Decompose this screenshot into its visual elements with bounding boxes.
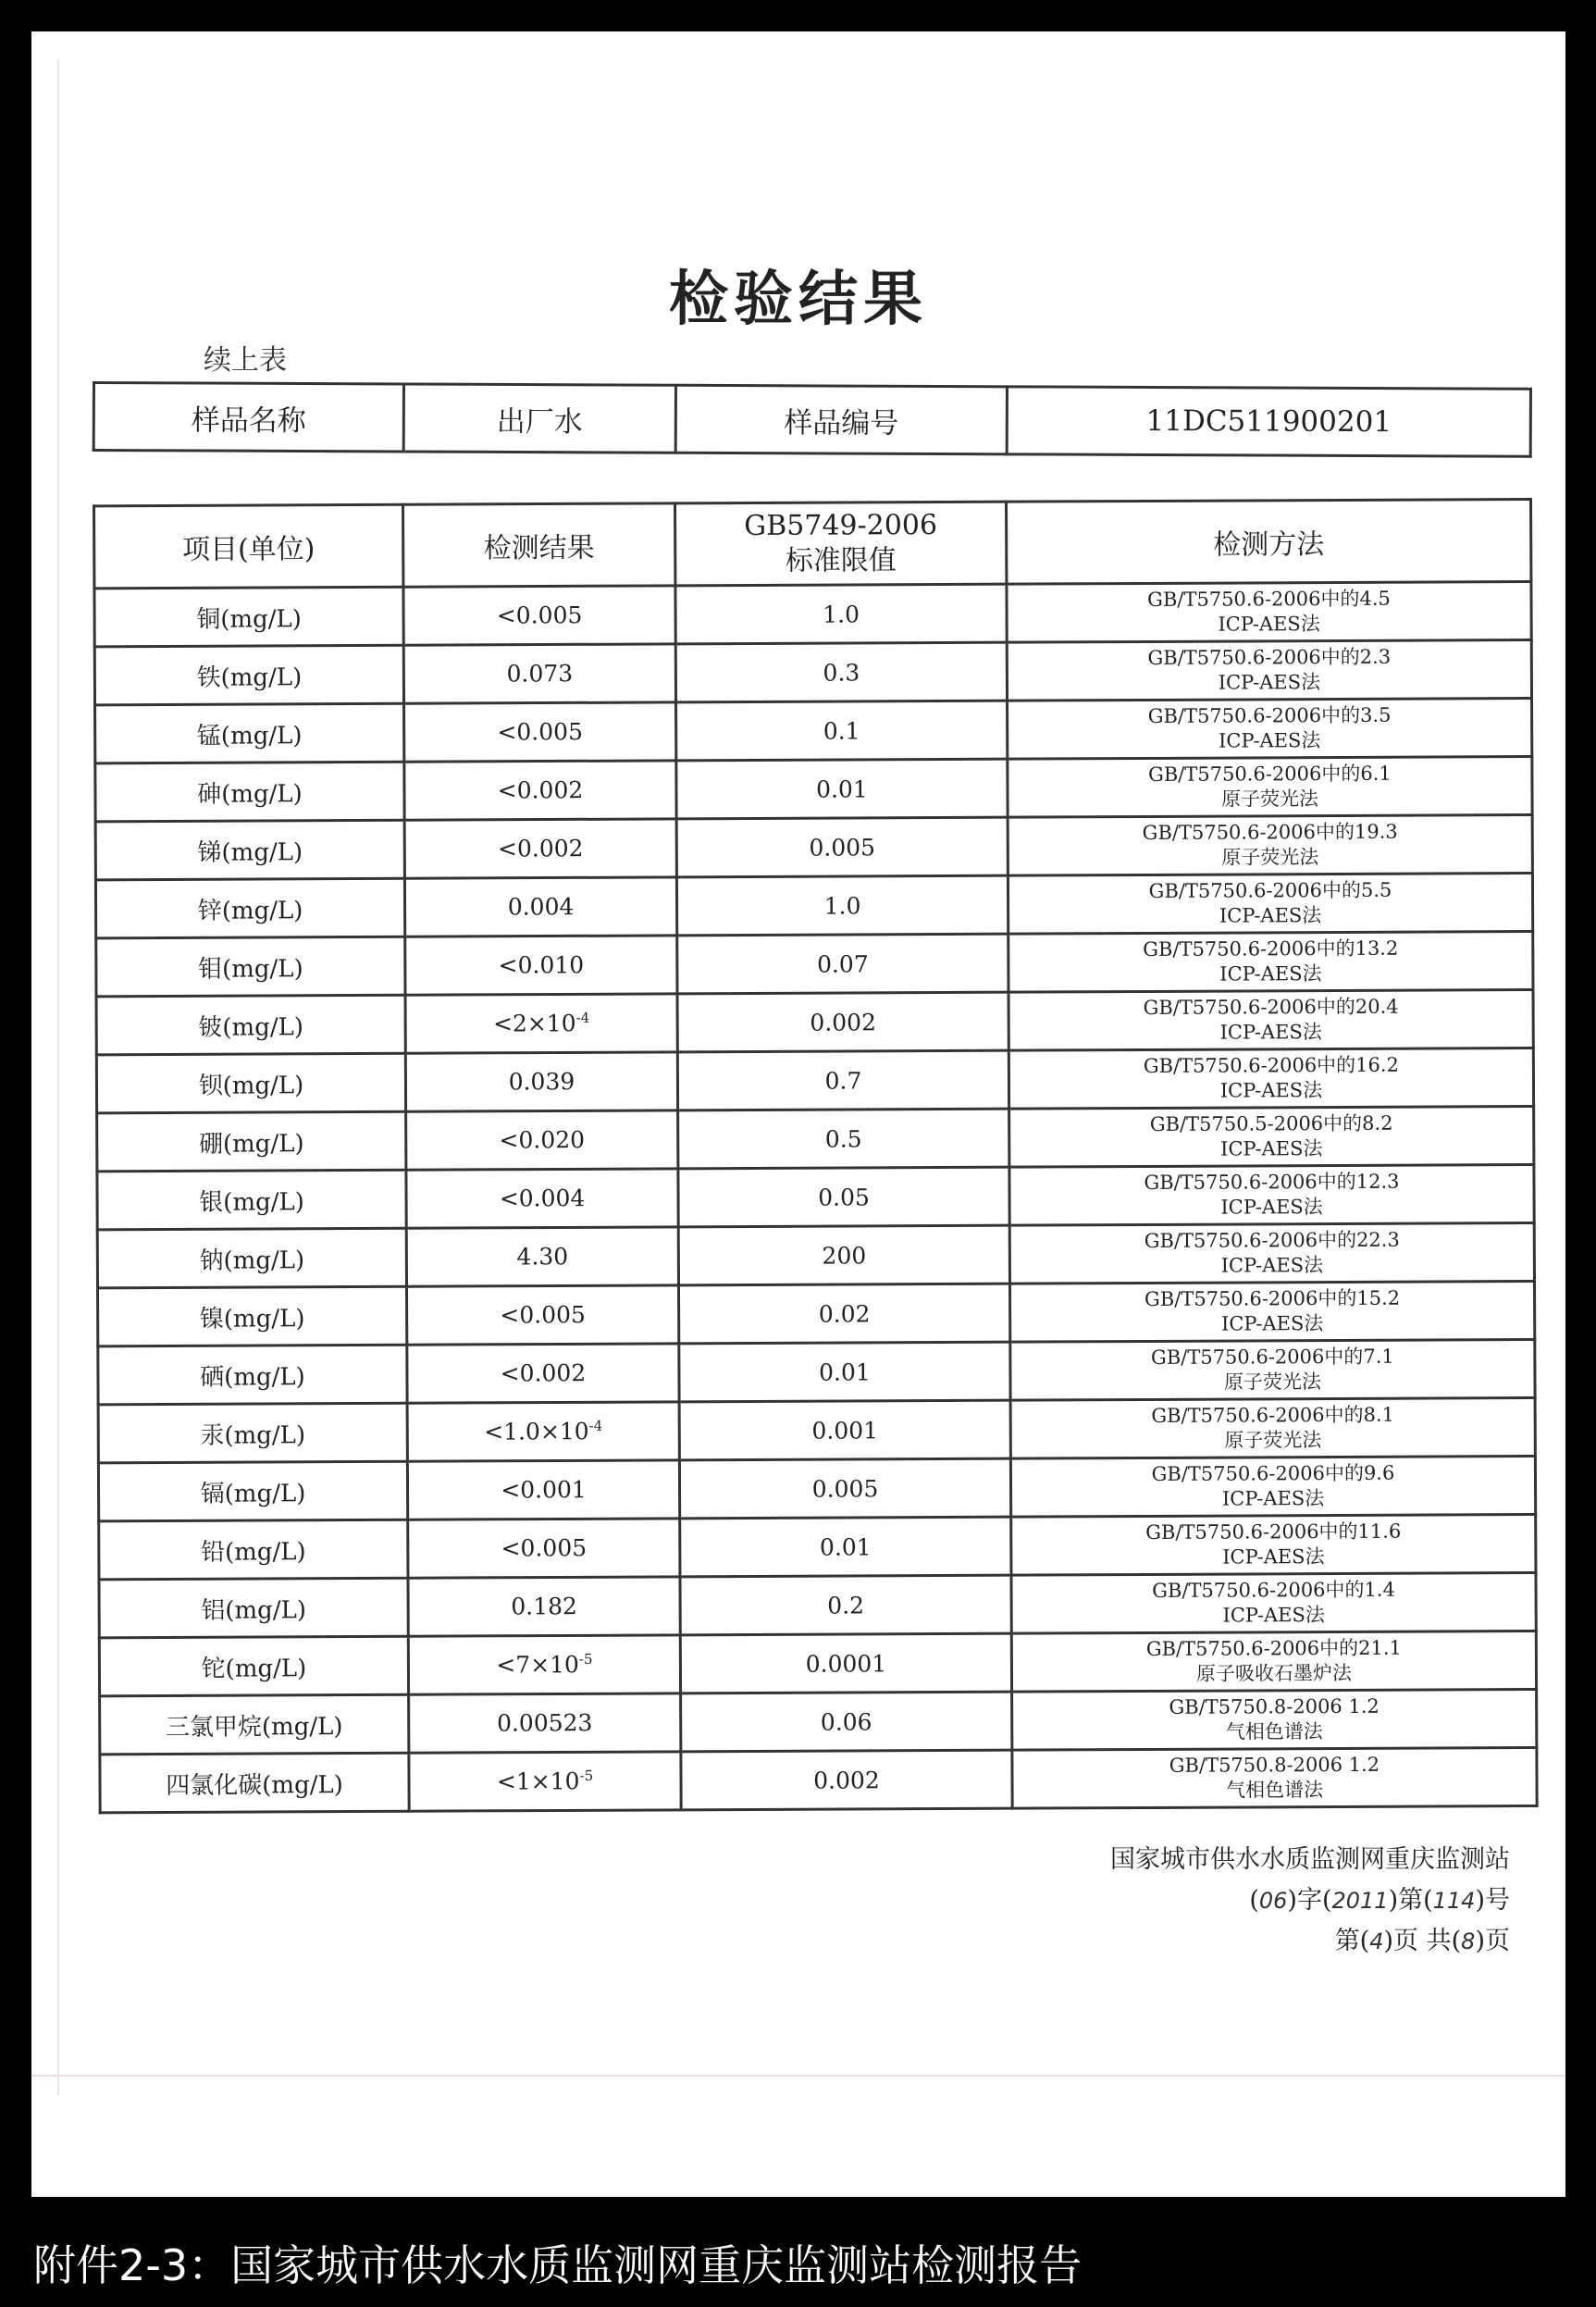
row-item: 钠(mg/L) xyxy=(97,1228,406,1288)
row-method xyxy=(1007,582,1531,643)
row-method-standard: GB/T5750.6-2006中的16.2 xyxy=(1143,1053,1399,1077)
result-row xyxy=(99,1631,1536,1695)
row-method-standard: GB/T5750.6-2006中的12.3 xyxy=(1144,1170,1400,1194)
row-method-technique: ICP-AES法 xyxy=(1219,729,1321,752)
row-method-technique: ICP-AES法 xyxy=(1219,962,1322,986)
row-method-technique: ICP-AES法 xyxy=(1221,1487,1325,1510)
continued-label: 续上表 xyxy=(204,344,287,377)
row-method-standard: GB/T5750.8-2006 1.2 xyxy=(1169,1694,1379,1718)
page-current: 4 xyxy=(1369,1929,1384,1954)
result-row xyxy=(100,1747,1537,1812)
page-post: )页 xyxy=(1475,1927,1510,1955)
sample-info-row xyxy=(93,383,1530,457)
row-method-standard: GB/T5750.5-2006中的8.2 xyxy=(1149,1111,1393,1135)
row-item: 汞(mg/L) xyxy=(98,1403,407,1463)
row-method-technique: ICP-AES法 xyxy=(1220,1312,1324,1335)
row-method-standard: GB/T5750.6-2006中的11.6 xyxy=(1145,1519,1402,1544)
row-item: 铅(mg/L) xyxy=(99,1519,408,1580)
row-limit: 200 xyxy=(678,1225,1009,1285)
result-row xyxy=(94,640,1531,705)
row-limit: 0.05 xyxy=(678,1167,1009,1227)
row-item: 砷(mg/L) xyxy=(95,762,404,822)
row-limit: 0.7 xyxy=(677,1050,1008,1110)
row-method xyxy=(1008,1048,1533,1110)
row-limit: 0.3 xyxy=(675,642,1007,702)
row-item: 银(mg/L) xyxy=(97,1170,406,1230)
row-method xyxy=(1009,1106,1534,1167)
row-method-technique: 原子吸收石墨炉法 xyxy=(1195,1661,1353,1685)
row-method-standard: GB/T5750.6-2006中的21.1 xyxy=(1145,1636,1402,1660)
row-method-standard: GB/T5750.6-2006中的19.3 xyxy=(1142,820,1398,844)
row-method-technique: ICP-AES法 xyxy=(1219,1021,1322,1044)
row-result xyxy=(405,936,677,995)
row-limit: 0.005 xyxy=(676,817,1008,877)
page-mid: )页 共( xyxy=(1383,1927,1462,1955)
row-method-standard: GB/T5750.6-2006中的1.4 xyxy=(1152,1578,1395,1602)
row-result xyxy=(404,761,676,820)
result-row xyxy=(98,1456,1535,1520)
row-result-value: <7×10 xyxy=(496,1651,579,1679)
row-result xyxy=(407,1402,679,1461)
row-method-standard: GB/T5750.6-2006中的4.5 xyxy=(1147,587,1391,611)
result-row xyxy=(96,1048,1533,1113)
row-method xyxy=(1008,699,1532,760)
row-limit: 0.5 xyxy=(678,1109,1009,1169)
row-result-value: <0.005 xyxy=(497,718,584,746)
results-table xyxy=(93,498,1539,1814)
row-item: 钼(mg/L) xyxy=(96,936,405,997)
page-title: 检验结果 xyxy=(669,265,928,334)
row-method-technique: ICP-AES法 xyxy=(1222,1604,1325,1627)
image-caption: 附件2-3：国家城市供水水质监测网重庆监测站检测报告 xyxy=(33,2240,1083,2290)
row-result-value: <0.002 xyxy=(500,1359,587,1387)
row-method xyxy=(1012,1689,1537,1750)
row-method-standard: GB/T5750.6-2006中的22.3 xyxy=(1144,1228,1400,1252)
row-limit: 0.07 xyxy=(677,934,1008,994)
page-indicator xyxy=(1110,1921,1510,1962)
row-limit: 0.2 xyxy=(680,1575,1011,1635)
row-method xyxy=(1007,640,1531,701)
row-method-standard: GB/T5750.6-2006中的7.1 xyxy=(1150,1345,1394,1369)
row-item: 铝(mg/L) xyxy=(99,1578,408,1638)
row-result-value: <1×10 xyxy=(496,1767,580,1795)
row-limit: 0.002 xyxy=(677,992,1008,1052)
row-method-standard: GB/T5750.6-2006中的20.4 xyxy=(1143,995,1399,1019)
header-standard-code: GB5749-2006 xyxy=(744,509,938,543)
row-result xyxy=(407,1285,679,1345)
row-result-value: <2×10 xyxy=(492,1010,576,1037)
row-result xyxy=(408,1519,680,1578)
row-item: 铍(mg/L) xyxy=(96,995,405,1055)
station-name: 国家城市供水水质监测网重庆监测站 xyxy=(1110,1845,1510,1874)
row-method-technique: 气相色谱法 xyxy=(1225,1720,1323,1743)
row-method xyxy=(1010,1339,1535,1400)
row-result-value: <0.020 xyxy=(499,1126,586,1154)
row-method-technique: 原子荧光法 xyxy=(1221,846,1319,869)
row-limit: 0.02 xyxy=(678,1284,1009,1344)
row-method xyxy=(1010,1456,1535,1517)
row-result-value: <0.005 xyxy=(501,1534,588,1562)
results-body xyxy=(94,582,1537,1813)
row-result xyxy=(409,1693,681,1753)
row-result-exponent: -5 xyxy=(579,1767,594,1785)
header-standard xyxy=(675,502,1007,586)
results-header-row xyxy=(94,500,1531,589)
row-result-exponent: -5 xyxy=(578,1651,593,1668)
row-limit: 0.0001 xyxy=(680,1633,1011,1693)
result-row xyxy=(98,1397,1535,1462)
row-result xyxy=(408,1577,680,1636)
document-page xyxy=(31,31,1565,2197)
row-item: 铜(mg/L) xyxy=(94,587,403,647)
row-result xyxy=(407,1460,679,1519)
row-method-technique: 原子荧光法 xyxy=(1220,788,1319,811)
row-result-value: 0.004 xyxy=(507,893,575,921)
row-result xyxy=(406,1227,678,1286)
report-footer xyxy=(1110,1840,1510,1962)
row-result-value: 0.073 xyxy=(506,660,574,688)
row-method xyxy=(1011,1514,1536,1575)
row-method-standard: GB/T5750.6-2006中的15.2 xyxy=(1144,1286,1401,1310)
row-method xyxy=(1008,874,1532,935)
sample-info-table xyxy=(93,381,1532,458)
result-row xyxy=(94,582,1531,647)
row-method-technique: ICP-AES法 xyxy=(1218,671,1321,694)
row-method xyxy=(1012,1747,1537,1808)
row-result xyxy=(404,877,676,936)
row-method xyxy=(1009,1164,1534,1225)
result-row xyxy=(96,932,1533,997)
result-row xyxy=(95,699,1532,763)
row-result xyxy=(405,1052,677,1111)
header-method: 检测方法 xyxy=(1007,500,1531,585)
header-item: 项目(单位) xyxy=(94,504,403,589)
row-item: 铁(mg/L) xyxy=(94,645,403,705)
row-result xyxy=(409,1752,681,1811)
row-method-technique: ICP-AES法 xyxy=(1220,1137,1323,1160)
header-standard-label: 标准限值 xyxy=(785,544,897,577)
row-result-value: <0.001 xyxy=(501,1476,587,1504)
row-method-technique: ICP-AES法 xyxy=(1219,904,1322,927)
row-item: 锌(mg/L) xyxy=(95,878,404,938)
sample-code-label: 样品编号 xyxy=(675,385,1007,454)
result-row xyxy=(95,815,1532,880)
row-item: 三氯甲烷(mg/L) xyxy=(100,1694,409,1755)
row-limit: 1.0 xyxy=(676,875,1008,936)
row-method-standard: GB/T5750.6-2006中的5.5 xyxy=(1148,878,1392,902)
row-result-exponent: -4 xyxy=(575,1010,590,1027)
row-method xyxy=(1008,757,1532,818)
result-row xyxy=(95,874,1532,938)
row-method-standard: GB/T5750.6-2006中的9.6 xyxy=(1151,1461,1395,1485)
report-no-sep2: )第( xyxy=(1388,1886,1433,1915)
result-row xyxy=(97,1164,1534,1229)
row-item: 锰(mg/L) xyxy=(95,703,404,763)
report-number xyxy=(1110,1880,1510,1921)
row-limit: 0.01 xyxy=(679,1342,1010,1402)
row-limit: 0.06 xyxy=(681,1692,1012,1752)
row-method-technique: ICP-AES法 xyxy=(1220,1254,1324,1277)
row-result xyxy=(403,586,675,645)
row-method xyxy=(1008,815,1532,876)
row-method-standard: GB/T5750.6-2006中的13.2 xyxy=(1143,936,1399,961)
row-method xyxy=(1011,1631,1536,1692)
row-limit: 0.01 xyxy=(676,759,1008,819)
result-row xyxy=(99,1514,1536,1579)
result-row xyxy=(95,757,1532,822)
row-method xyxy=(1011,1572,1536,1633)
row-result-value: <0.004 xyxy=(499,1185,586,1212)
row-result-value: <0.010 xyxy=(498,951,585,979)
row-result-exponent: -4 xyxy=(588,1418,603,1435)
row-result xyxy=(406,1169,678,1228)
row-item: 镉(mg/L) xyxy=(98,1461,407,1521)
row-item: 锑(mg/L) xyxy=(95,820,404,880)
row-method xyxy=(1010,1397,1535,1458)
row-item: 四氯化碳(mg/L) xyxy=(100,1753,409,1813)
report-no-open: ( xyxy=(1249,1886,1259,1915)
row-result xyxy=(404,819,676,878)
report-no-sep1: )字( xyxy=(1287,1886,1332,1915)
row-limit: 0.1 xyxy=(676,701,1008,761)
row-result-value: 0.182 xyxy=(511,1593,577,1620)
row-limit: 1.0 xyxy=(675,584,1007,644)
row-method-standard: GB/T5750.8-2006 1.2 xyxy=(1169,1753,1380,1777)
row-result xyxy=(403,644,675,703)
row-item: 硒(mg/L) xyxy=(98,1345,407,1405)
row-item: 铊(mg/L) xyxy=(99,1636,408,1696)
row-item: 钡(mg/L) xyxy=(96,1053,405,1113)
row-item: 镍(mg/L) xyxy=(98,1286,407,1346)
row-result xyxy=(405,994,677,1053)
result-row xyxy=(97,1222,1534,1287)
page-pre: 第( xyxy=(1334,1927,1370,1955)
row-method-technique: ICP-AES法 xyxy=(1219,1079,1323,1102)
sample-code-value: 11DC511900201 xyxy=(1007,387,1530,456)
row-result-value: 4.30 xyxy=(516,1243,569,1271)
result-row xyxy=(98,1339,1535,1404)
row-method-technique: 气相色谱法 xyxy=(1226,1779,1324,1802)
row-method xyxy=(1009,1281,1534,1342)
row-result xyxy=(404,702,676,762)
row-result-value: 0.00523 xyxy=(496,1709,593,1737)
report-no-year: 2011 xyxy=(1331,1888,1389,1914)
row-method-technique: ICP-AES法 xyxy=(1222,1545,1325,1569)
row-method-technique: ICP-AES法 xyxy=(1218,613,1320,636)
row-method xyxy=(1008,990,1533,1051)
sample-name-value: 出厂水 xyxy=(403,384,675,453)
page-total: 8 xyxy=(1461,1929,1476,1954)
row-result xyxy=(407,1344,679,1403)
row-method-standard: GB/T5750.6-2006中的3.5 xyxy=(1147,703,1392,727)
report-no-close: )号 xyxy=(1475,1886,1510,1915)
row-result-value: <1.0×10 xyxy=(484,1418,589,1446)
scan-edge-line xyxy=(57,59,59,2095)
result-row xyxy=(99,1572,1536,1637)
row-limit: 0.01 xyxy=(680,1517,1011,1577)
row-result-value: <0.005 xyxy=(500,1301,586,1329)
result-row xyxy=(96,990,1533,1055)
row-method-standard: GB/T5750.6-2006中的2.3 xyxy=(1147,645,1392,669)
row-result-value: 0.039 xyxy=(508,1068,575,1096)
row-method xyxy=(1009,1222,1534,1284)
row-method-standard: GB/T5750.6-2006中的8.1 xyxy=(1151,1403,1395,1427)
row-limit: 0.002 xyxy=(681,1750,1012,1810)
row-result xyxy=(406,1110,678,1170)
report-no-number: 114 xyxy=(1432,1888,1476,1914)
report-no-a: 06 xyxy=(1258,1888,1288,1914)
row-method xyxy=(1008,932,1533,993)
sample-name-label: 样品名称 xyxy=(93,383,403,452)
result-row xyxy=(100,1689,1537,1754)
row-item: 硼(mg/L) xyxy=(97,1111,406,1172)
row-method-standard: GB/T5750.6-2006中的6.1 xyxy=(1147,762,1392,786)
row-limit: 0.001 xyxy=(679,1400,1010,1460)
row-result-value: <0.002 xyxy=(497,776,584,804)
row-result-value: <0.002 xyxy=(497,835,584,862)
row-method-technique: 原子荧光法 xyxy=(1223,1371,1322,1394)
row-result xyxy=(408,1635,680,1694)
row-result-value: <0.005 xyxy=(496,602,583,629)
result-row xyxy=(97,1106,1534,1171)
scan-fold-line xyxy=(31,2075,1565,2077)
result-row xyxy=(98,1281,1535,1346)
row-method-technique: 原子荧光法 xyxy=(1224,1429,1322,1452)
row-method-technique: ICP-AES法 xyxy=(1220,1196,1323,1219)
row-limit: 0.005 xyxy=(679,1458,1010,1519)
header-result: 检测结果 xyxy=(403,503,675,587)
